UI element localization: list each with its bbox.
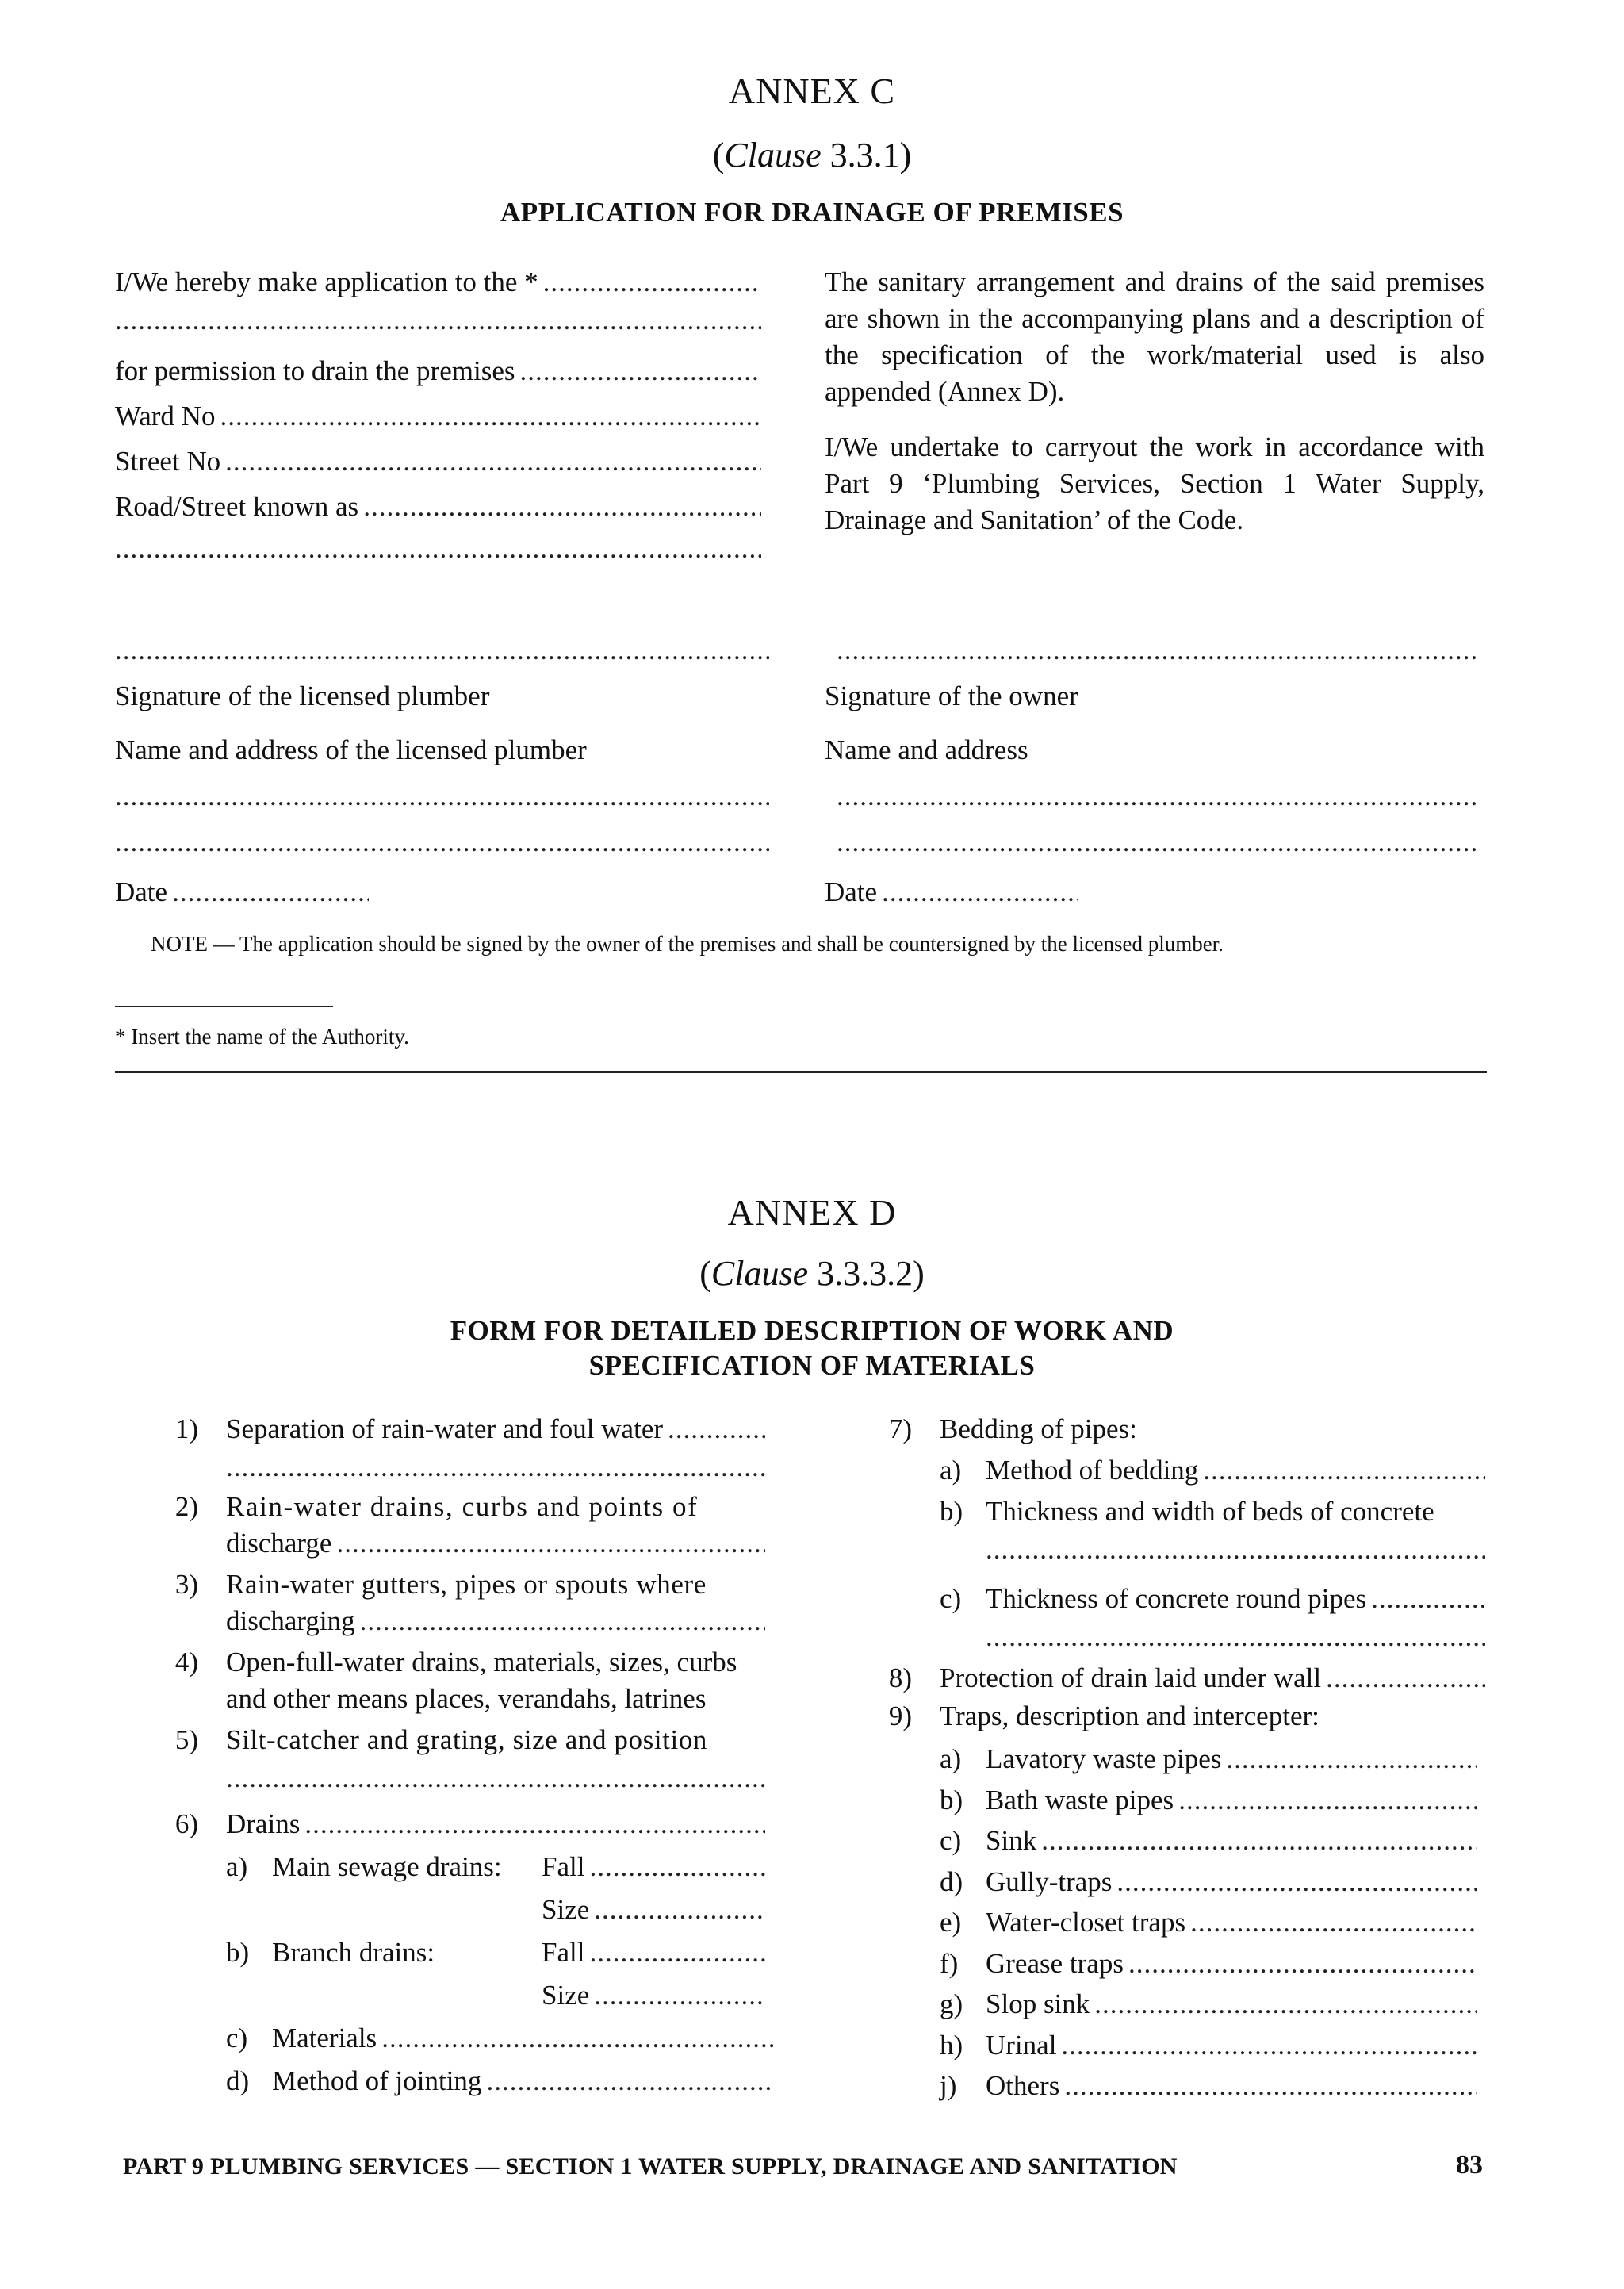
trap-item-field[interactable] xyxy=(986,2030,1477,2061)
method-of-jointing-field[interactable]: Method of jointing ..... xyxy=(272,2065,773,2097)
branch-drain-size-field[interactable]: Size ..... xyxy=(542,1980,765,2011)
trap-item-field[interactable] xyxy=(986,2070,1477,2102)
item-6d-label: d) xyxy=(226,2065,250,2096)
trap-item-label: g) xyxy=(940,1988,963,2019)
main-drain-size-field[interactable]: Size ..... xyxy=(542,1894,765,1926)
item-7b-text: Thickness and width of beds of concrete xyxy=(986,1496,1434,1527)
method-of-bedding-field[interactable]: Method of bedding ..... xyxy=(986,1455,1485,1486)
trap-item-label: b) xyxy=(940,1785,963,1815)
plumber-signature-line[interactable] xyxy=(115,635,769,666)
trap-item-text: Sink xyxy=(986,1825,1037,1856)
plumber-signature-label: Signature of the licensed plumber xyxy=(115,681,490,711)
item-6a-label: a) xyxy=(226,1851,248,1882)
annex-d-title: ANNEX D xyxy=(727,1192,897,1233)
item-6-field[interactable]: Drains ..... xyxy=(226,1808,765,1840)
item-9-number: 9) xyxy=(888,1700,912,1731)
sanitary-arrangement-paragraph: The sanitary arrangement and drains of the said premises are shown in the accompanying plans and a description of the specification of the work/material used is also appended (Annex D). xyxy=(825,266,1484,407)
street-no-field[interactable]: Street No ..... xyxy=(115,446,761,477)
item-2-number: 2) xyxy=(174,1491,198,1522)
trap-item-field[interactable] xyxy=(986,1825,1477,1857)
owner-date-field[interactable]: Date ..... xyxy=(825,876,1078,908)
item-6b-text: Branch drains: xyxy=(272,1937,435,1968)
road-street-field-continuation[interactable] xyxy=(115,533,761,565)
trap-item-text: Lavatory waste pipes xyxy=(986,1743,1222,1774)
item-6b-label: b) xyxy=(226,1937,250,1968)
plumber-date-field[interactable]: Date ..... xyxy=(115,876,369,908)
item-5-text: Silt-catcher and grating, size and position xyxy=(226,1724,708,1755)
plumber-address-line-2[interactable] xyxy=(115,826,769,858)
item-5-continuation[interactable] xyxy=(226,1762,765,1794)
item-8-number: 8) xyxy=(888,1662,912,1693)
trap-item-label: f) xyxy=(940,1948,959,1979)
item-4-text-line-2: and other means places, verandahs, latrines xyxy=(226,1683,707,1714)
item-1-field[interactable]: Separation of rain-water and foul water ..... xyxy=(226,1413,765,1445)
item-1-continuation[interactable] xyxy=(226,1451,765,1483)
item-9-text: Traps, description and intercepter: xyxy=(940,1700,1320,1731)
plumber-name-label: Name and address of the licensed plumber xyxy=(115,734,587,765)
owner-signature-label: Signature of the owner xyxy=(825,681,1078,711)
concrete-thickness-continuation[interactable] xyxy=(986,1621,1485,1653)
materials-field[interactable]: Materials ..... xyxy=(272,2023,773,2054)
item-3-field[interactable]: discharging ..... xyxy=(226,1605,765,1637)
owner-address-line-1[interactable] xyxy=(837,780,1479,812)
item-4-number: 4) xyxy=(174,1647,198,1677)
authority-footnote: * Insert the name of the Authority. xyxy=(115,1025,409,1049)
footnote-rule xyxy=(115,1006,333,1007)
trap-item-field[interactable] xyxy=(986,1907,1477,1938)
item-2-text: Rain-water drains, curbs and points of xyxy=(226,1491,699,1522)
trap-item-text: Grease traps xyxy=(986,1948,1124,1979)
trap-item-label: h) xyxy=(940,2030,963,2061)
item-7-number: 7) xyxy=(888,1413,912,1444)
item-3-number: 3) xyxy=(174,1569,198,1600)
trap-item-label: c) xyxy=(940,1825,962,1856)
trap-item-text: Others xyxy=(986,2070,1060,2101)
item-2-field[interactable]: discharge ..... xyxy=(226,1528,765,1559)
item-7-text: Bedding of pipes: xyxy=(940,1413,1137,1444)
page-number: 83 xyxy=(1456,2150,1483,2180)
authority-field-continuation[interactable] xyxy=(115,305,761,336)
trap-item-field[interactable] xyxy=(986,1785,1477,1816)
owner-name-label: Name and address xyxy=(825,734,1028,765)
plumber-address-line-1[interactable] xyxy=(115,780,769,812)
item-4-text-line-1: Open-full-water drains, materials, sizes, curbs xyxy=(226,1647,737,1677)
annex-d-clause: (Clause 3.3.3.2) xyxy=(699,1254,925,1293)
item-6-number: 6) xyxy=(174,1808,198,1839)
undertaking-paragraph: I/We undertake to carryout the work in accordance with Part 9 ‘Plumbing Services, Section 1 Water Supply, Drainage and Sanitation’ of the Code. xyxy=(825,431,1484,535)
item-5-number: 5) xyxy=(174,1724,198,1755)
item-7c-label: c) xyxy=(940,1583,962,1614)
annex-c-clause: (Clause 3.3.1) xyxy=(712,136,912,174)
owner-signature-line[interactable] xyxy=(837,635,1479,666)
authority-field[interactable]: I/We hereby make application to the * ..... xyxy=(115,266,761,298)
annex-d-heading-line-1: FORM FOR DETAILED DESCRIPTION OF WORK AND xyxy=(450,1315,1174,1346)
permission-field[interactable]: for permission to drain the premises ..... xyxy=(115,355,761,387)
annex-c-title: ANNEX C xyxy=(728,71,896,111)
ward-no-field[interactable]: Ward No ..... xyxy=(115,401,761,432)
trap-item-label: a) xyxy=(940,1743,962,1774)
trap-item-label: d) xyxy=(940,1866,963,1897)
annex-c-heading: APPLICATION FOR DRAINAGE OF PREMISES xyxy=(500,197,1124,228)
application-note: NOTE — The application should be signed by the owner of the premises and shall be countersigned by the licensed plumber. xyxy=(151,932,1224,956)
annex-d-heading-line-2: SPECIFICATION OF MATERIALS xyxy=(588,1350,1036,1381)
trap-item-field[interactable] xyxy=(986,1988,1477,2020)
trap-item-field[interactable] xyxy=(986,1948,1477,1980)
item-6c-label: c) xyxy=(226,2023,248,2053)
trap-item-label: j) xyxy=(940,2070,957,2101)
trap-item-text: Slop sink xyxy=(986,1988,1090,2019)
trap-item-text: Gully-traps xyxy=(986,1866,1113,1897)
owner-address-line-2[interactable] xyxy=(837,826,1479,858)
trap-item-label: e) xyxy=(940,1907,962,1938)
drain-protection-field[interactable]: Protection of drain laid under wall ..... xyxy=(940,1662,1485,1694)
item-1-number: 1) xyxy=(174,1413,198,1444)
bed-thickness-field[interactable] xyxy=(986,1534,1485,1566)
item-6a-text: Main sewage drains: xyxy=(272,1851,502,1882)
page-footer-text: PART 9 PLUMBING SERVICES — SECTION 1 WATER SUPPLY, DRAINAGE AND SANITATION xyxy=(123,2153,1178,2180)
trap-item-text: Bath waste pipes xyxy=(986,1785,1174,1815)
road-street-field[interactable]: Road/Street known as ..... xyxy=(115,491,761,523)
item-7b-label: b) xyxy=(940,1496,963,1527)
item-3-text: Rain-water gutters, pipes or spouts where xyxy=(226,1569,707,1600)
concrete-thickness-field[interactable]: Thickness of concrete round pipes ..... xyxy=(986,1583,1485,1615)
trap-item-field[interactable] xyxy=(986,1866,1477,1898)
trap-item-field[interactable] xyxy=(986,1743,1477,1775)
section-divider xyxy=(115,1071,1487,1073)
item-7a-label: a) xyxy=(940,1455,962,1486)
branch-drain-fall-field[interactable]: Fall ..... xyxy=(542,1937,765,1969)
trap-item-text: Water-closet traps xyxy=(986,1907,1186,1938)
trap-item-text: Urinal xyxy=(986,2030,1057,2061)
main-drain-fall-field[interactable]: Fall ..... xyxy=(542,1851,765,1883)
